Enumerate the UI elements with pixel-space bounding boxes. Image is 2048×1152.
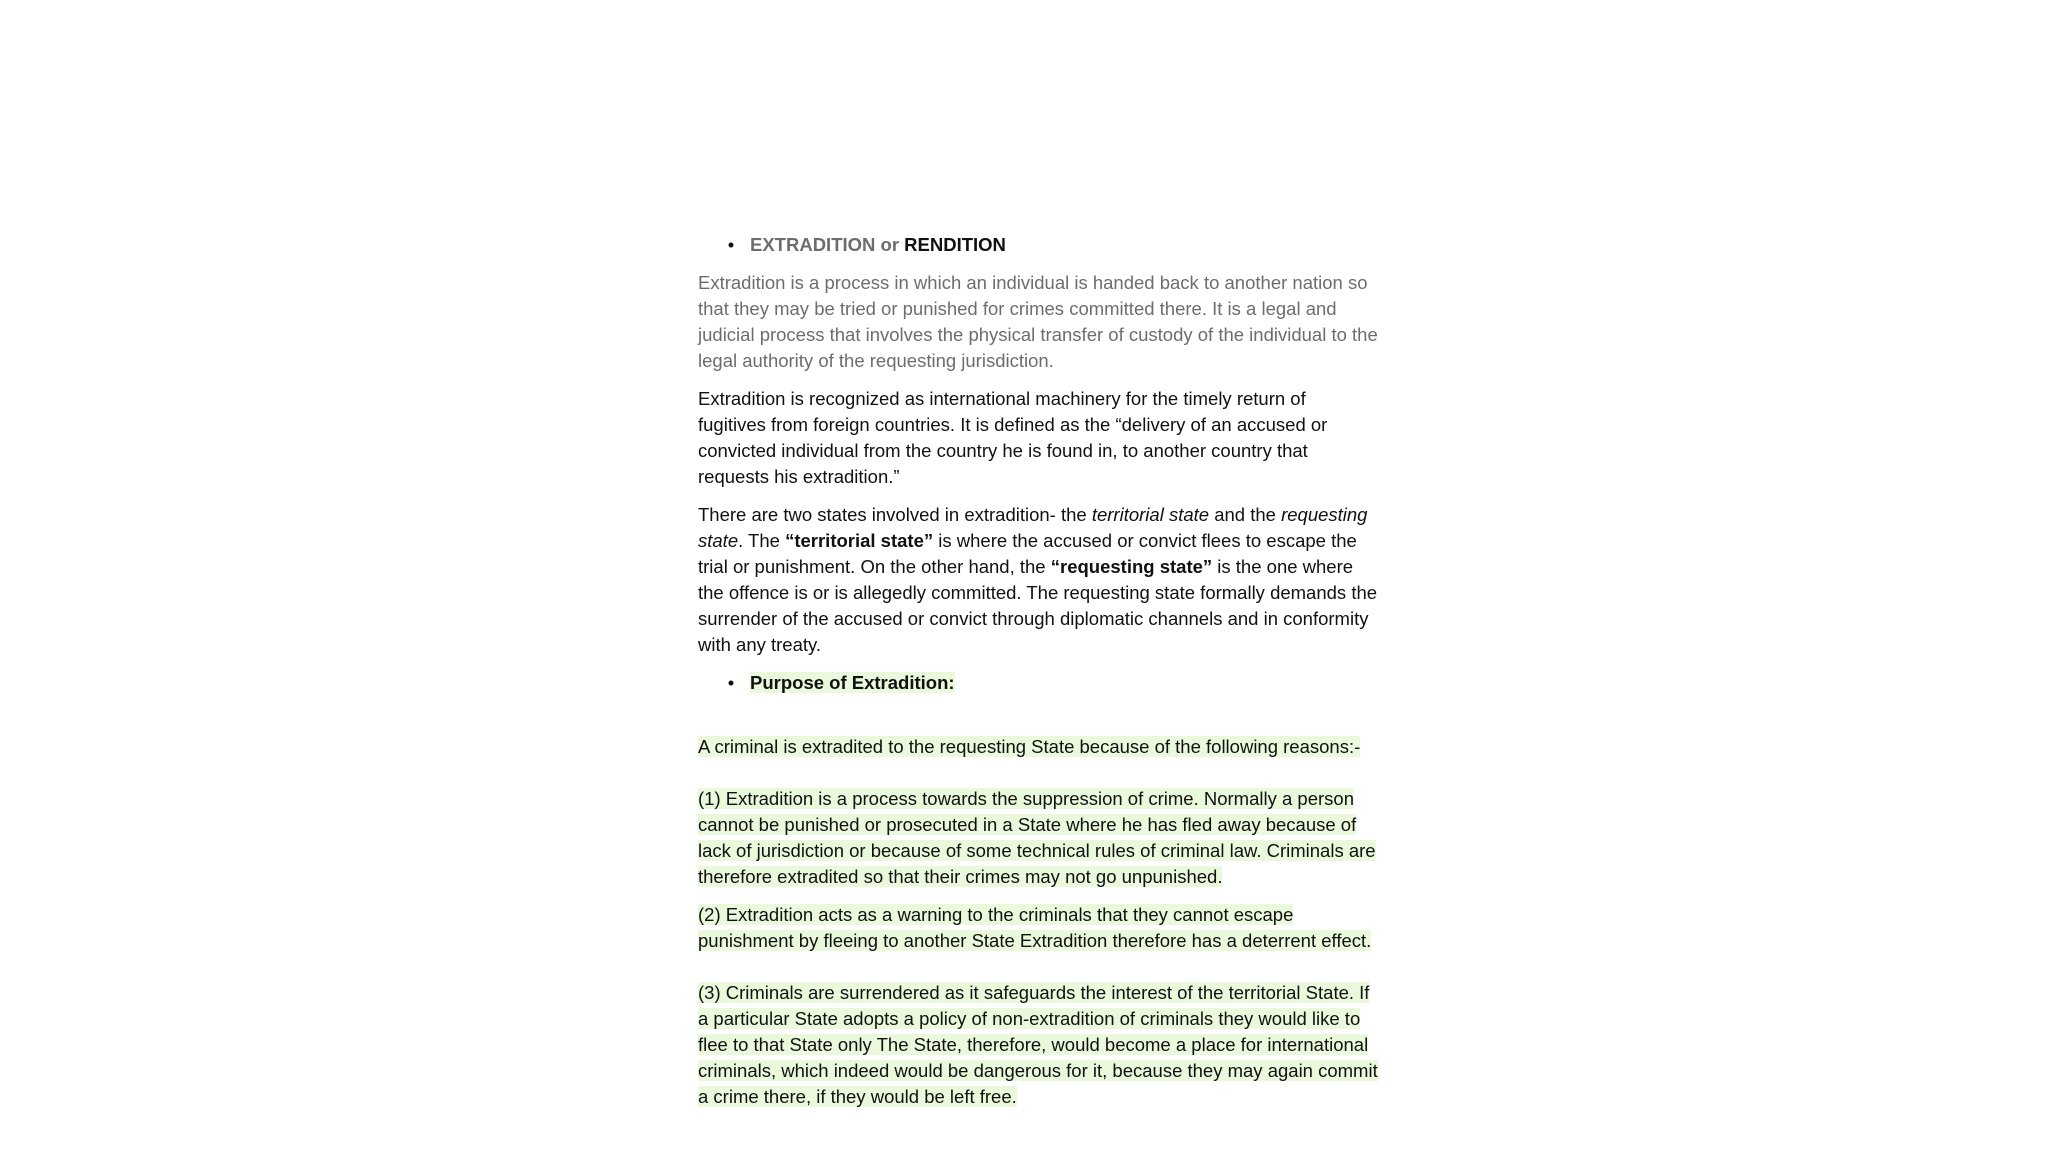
states-text-3: . The (738, 530, 786, 551)
heading-extradition-part1: EXTRADITION or (750, 234, 900, 255)
paragraph-reasons-intro (698, 734, 1378, 760)
bullet-icon: • (727, 672, 735, 693)
bullet-icon: • (727, 234, 735, 255)
heading-extradition (698, 232, 1378, 258)
states-territorial-bold: “territorial state” (785, 530, 934, 551)
paragraph-states (698, 502, 1378, 658)
reason-1-text: (1) Extradition is a process towards the suppression of crime. Normally a person cannot be punished or prosecuted in a State where he has fled away because of lack of jurisdiction or because of some technical rules of criminal law. Criminals are therefore extradited so that their crimes may not go unpunished. (698, 788, 1376, 887)
heading-purpose (698, 670, 1378, 696)
states-text-4: is where the accused or convict flees to escape the trial or punishment. On the other hand, the (698, 530, 1357, 577)
reasons-intro-text: A criminal is extradited to the requesting State because of the following reasons:- (698, 736, 1361, 757)
paragraph-machinery: Extradition is recognized as international machinery for the timely return of fugitives from foreign countries. It is defined as the “delivery of an accused or convicted individual from the country he is found in, to another country that requests his extradition.” (698, 388, 1328, 487)
blank-line (698, 772, 1378, 786)
states-territorial-italic: territorial state (1091, 504, 1210, 525)
reason-3-text: (3) Criminals are surrendered as it safeguards the interest of the territorial State. If a particular State adopts a policy of non-extradition of criminals they would like to flee to that State only The State, therefore, would become a place for international criminals, which indeed would be dangerous for it, because they may again commit a crime there, if they would be left free. (698, 982, 1378, 1107)
heading-purpose-label: Purpose of Extradition: (750, 672, 955, 693)
blank-line (698, 708, 1378, 734)
heading-extradition-part2: RENDITION (904, 234, 1006, 255)
states-requesting-bold: “requesting state” (1050, 556, 1213, 577)
reason-2-text: (2) Extradition acts as a warning to the criminals that they cannot escape punishment by fleeing to another State Extradition therefore has a deterrent effect. (698, 904, 1372, 951)
states-requesting-italic: requesting state (698, 504, 1368, 551)
states-text-2: and the (1209, 504, 1282, 525)
blank-line (698, 966, 1378, 980)
states-text-1: There are two states involved in extradition- the (698, 504, 1092, 525)
states-text-5: is the one where the offence is or is allegedly committed. The requesting state formally demands the surrender of the accused or convict through diplomatic channels and in conformity with any treaty. (698, 556, 1378, 655)
paragraph-definition: Extradition is a process in which an individual is handed back to another nation so that they may be tried or punished for crimes committed there. It is a legal and judicial process that involves the physical transfer of custody of the individual to the legal authority of the requesting jurisdiction. (698, 272, 1378, 371)
paragraph-reason-2 (698, 902, 1378, 954)
paragraph-reason-3 (698, 980, 1378, 1110)
document-body (698, 232, 1378, 1122)
paragraph-reason-1 (698, 786, 1378, 890)
